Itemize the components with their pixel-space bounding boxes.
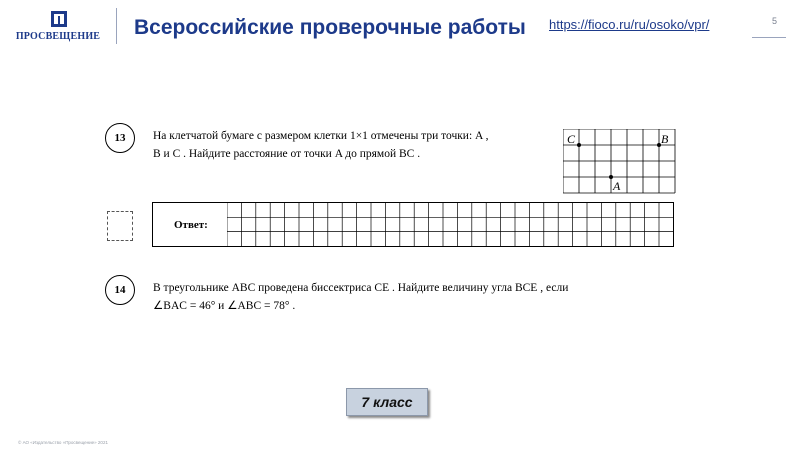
task-13-text-line2: B и C . Найдите расстояние от точки A до прямой BC . [153, 148, 421, 160]
task-14-text-line1: В треугольнике ABC проведена биссектриса CE . Найдите величину угла BCE , если [153, 282, 569, 294]
answer-box[interactable] [152, 202, 674, 247]
answer-grid[interactable] [227, 203, 673, 246]
task-14-number: 14 [105, 275, 135, 305]
point-c-label: C [567, 132, 576, 146]
point-c [577, 143, 581, 147]
copyright-footer: © АО «Издательство «Просвещение» 2021 [18, 440, 108, 445]
task-13-text-line1: На клетчатой бумаге с размером клетки 1×1 отмечены три точки: A , [153, 130, 489, 142]
point-b-label: B [661, 132, 669, 146]
header-underline [752, 37, 786, 38]
source-link[interactable]: https://fioco.ru/ru/osoko/vpr/ [549, 17, 710, 32]
header-divider [116, 8, 117, 44]
grade-badge: 7 класс [346, 388, 428, 416]
page-number: 5 [772, 16, 778, 26]
page-title: Всероссийские проверочные работы [134, 16, 526, 39]
book-logo-icon [50, 10, 68, 28]
logo [14, 10, 102, 46]
task-13-number: 13 [105, 123, 135, 153]
answer-label: Ответ: [174, 219, 208, 231]
logo-text: ПРОСВЕЩЕНИЕ [15, 31, 101, 42]
grid-figure [563, 129, 677, 195]
point-a-label: A [613, 179, 621, 193]
score-box [107, 211, 133, 241]
task-14-text-line2: ∠BAC = 46° и ∠ABC = 78° . [153, 300, 296, 312]
